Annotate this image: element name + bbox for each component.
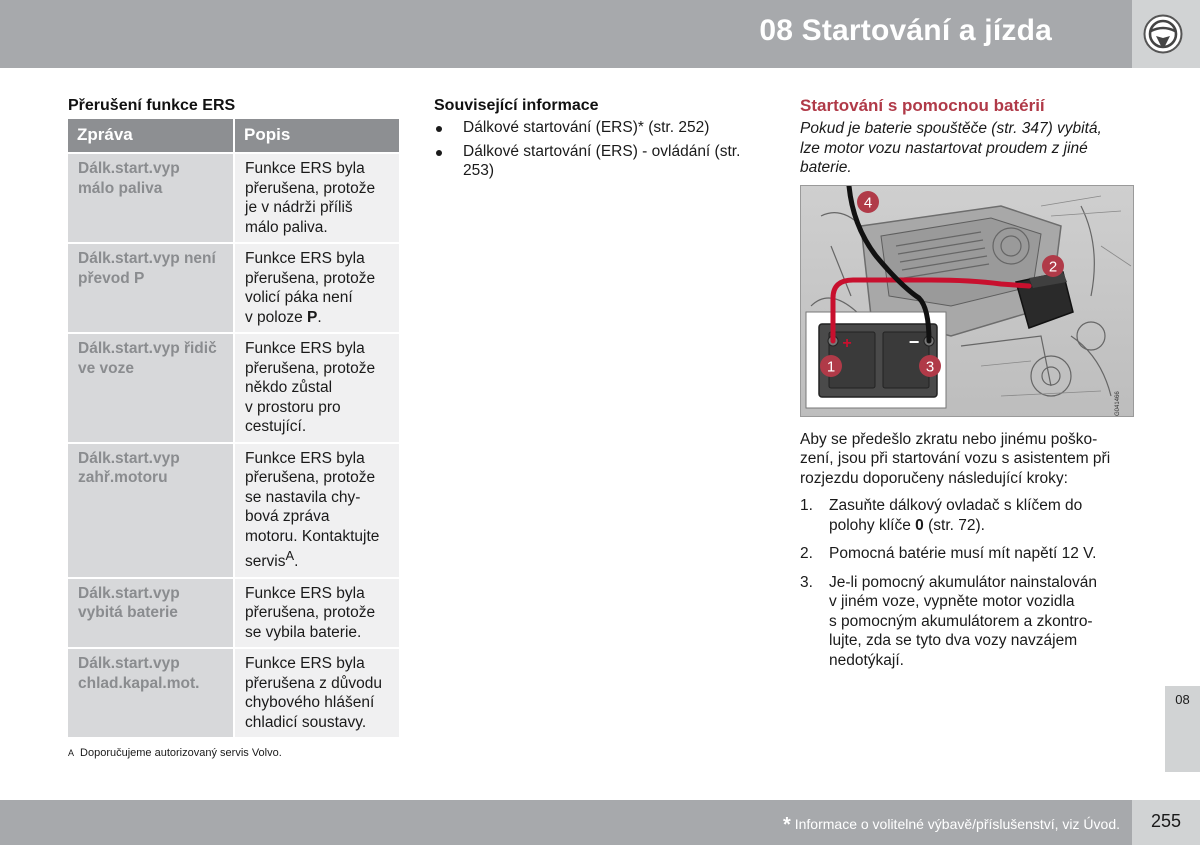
message-line: ve voze (78, 359, 135, 377)
message-line: málo paliva (78, 179, 163, 197)
related-link[interactable] (434, 142, 764, 181)
step-number: 3. (800, 573, 813, 591)
chapter-tab (1165, 686, 1200, 772)
ers-heading: Přerušení funkce ERS (68, 97, 236, 114)
page-title: 08 Startování a jízda (759, 14, 1052, 47)
table-row (68, 332, 399, 442)
description-line: málo paliva. (245, 218, 328, 236)
footer-note (783, 814, 1120, 837)
jump-start-section (800, 96, 1134, 679)
description-punct: . (294, 553, 299, 571)
description-line: volicí páka není (245, 289, 353, 306)
callout-2 (1042, 255, 1064, 277)
callout-3 (919, 355, 941, 377)
description-line: Funkce ERS byla (245, 340, 365, 357)
message-line: zahř.motoru (78, 469, 168, 486)
svg-text:4: 4 (863, 194, 873, 211)
table-row (68, 647, 399, 737)
description-line: Funkce ERS byla (245, 655, 365, 673)
description-emphasis: P (307, 308, 318, 326)
callout-4 (857, 191, 879, 213)
related-link-text: Dálkové startování (ERS)* (str. 252) (463, 119, 710, 136)
description-line: někdo zůstal (245, 379, 333, 396)
step-text: lujte, zda se tyto dva vozy navzájem (829, 632, 1078, 649)
description-line: přerušena z důvodu (245, 674, 383, 692)
description-line: Funkce ERS byla (245, 250, 365, 267)
minus-sign: − (908, 331, 920, 352)
related-link[interactable] (434, 118, 764, 138)
footnote-reference: A (285, 548, 295, 563)
message-line: Dálk.start.vyp (78, 449, 180, 467)
description-cell (235, 647, 399, 737)
message-line: převod P (78, 269, 145, 287)
message-line: Dálk.start.vyp není (78, 250, 216, 267)
description-line: chybového hlášení (245, 694, 375, 712)
description-line: přerušena, protože (245, 469, 376, 486)
svg-text:3: 3 (925, 358, 935, 375)
body-line: rozjezdu doporučeny následující kroky: (800, 469, 1068, 487)
bullet-icon (436, 126, 442, 132)
step-text: Pomocná batérie musí mít napětí 12 V. (829, 545, 1097, 562)
plus-sign: + (842, 334, 852, 352)
jump-start-heading: Startování s pomocnou batérií (800, 96, 1045, 115)
description-line: přerušena, protože (245, 179, 376, 197)
step-text: polohy klíče (829, 516, 916, 534)
svg-text:1: 1 (826, 358, 836, 375)
description-line: Funkce ERS byla (245, 584, 365, 602)
description-line: motoru. Kontaktujte (245, 527, 380, 545)
intro-line: baterie. (800, 159, 852, 176)
col-header-description: Popis (235, 119, 399, 152)
description-line: v poloze (245, 308, 308, 326)
message-line: Dálk.start.vyp (78, 584, 180, 602)
ers-section (68, 96, 400, 759)
description-line: se vybila baterie. (245, 623, 362, 641)
description-line: je v nádrži příliš (245, 199, 353, 216)
description-line: přerušena, protože (245, 359, 376, 377)
step-text: s pomocným akumulátorem a zkontro- (829, 612, 1093, 630)
jump-start-intro (800, 119, 1134, 178)
description-cell (235, 152, 399, 242)
table-row (68, 442, 399, 577)
message-cell (68, 577, 235, 648)
description-line: Funkce ERS byla (245, 449, 365, 467)
ers-table (68, 119, 399, 737)
chapter-tab-label: 08 (1175, 692, 1190, 707)
description-cell (235, 442, 399, 577)
description-line: bová zpráva (245, 508, 330, 525)
step-text: (str. 72). (923, 516, 985, 534)
related-link-text: Dálkové startování (ERS) - ovládání (str. (463, 142, 741, 160)
body-line: zení, jsou při startování vozu s asistentem při (800, 450, 1111, 467)
message-cell (68, 152, 235, 242)
svg-text:2: 2 (1048, 258, 1058, 275)
footer-star: * (782, 814, 791, 836)
jump-start-steps (800, 496, 1134, 670)
intro-line: lze motor vozu nastartovat proudem z jiné (800, 139, 1088, 157)
description-line: Funkce ERS byla (245, 160, 365, 177)
steering-wheel-icon (1143, 14, 1183, 54)
description-line: se nastavila chy- (245, 488, 361, 506)
description-line: přerušena, protože (245, 604, 376, 622)
engine-bay-illustration (800, 185, 1134, 417)
message-line: chlad.kapal.mot. (78, 674, 200, 692)
step-number: 2. (800, 545, 813, 562)
message-cell (68, 647, 235, 737)
callout-1 (820, 355, 842, 377)
step-text: Je-li pomocný akumulátor nainstalován (829, 573, 1097, 591)
message-cell (68, 332, 235, 442)
description-line: v prostoru pro (245, 398, 341, 416)
engine-bay-drawing (801, 186, 1134, 417)
bullet-icon (436, 150, 442, 156)
description-line: chladicí soustavy. (245, 713, 367, 731)
related-info-section (434, 96, 764, 185)
description-cell (235, 332, 399, 442)
step-text: Zasuňte dálkový ovladač s klíčem do (829, 497, 1083, 514)
description-punct: . (317, 308, 322, 326)
footer-bar (0, 800, 1132, 845)
step-emphasis: 0 (915, 516, 924, 534)
related-link-text: 253) (463, 162, 495, 179)
related-list (434, 118, 764, 181)
footnote-mark: A (68, 748, 75, 759)
description-line: přerušena, protože (245, 269, 376, 287)
footnote-text: Doporučujeme autorizovaný servis Volvo. (80, 747, 282, 760)
footer-note-text: Informace o volitelné výbavě/příslušenství, viz Úvod. (794, 816, 1120, 832)
step-item (800, 573, 1134, 671)
header-bar (0, 0, 1132, 68)
message-line: Dálk.start.vyp (78, 160, 180, 177)
message-line: Dálk.start.vyp řidič (78, 340, 217, 357)
step-item (800, 496, 1134, 535)
description-cell (235, 577, 399, 648)
description-line: cestující. (245, 418, 307, 435)
col-header-message: Zpráva (68, 119, 235, 152)
step-number: 1. (800, 497, 813, 514)
footnote (68, 747, 400, 759)
description-cell (235, 242, 399, 332)
step-item (800, 544, 1134, 564)
body-line: Aby se předešlo zkratu nebo jinému poško- (800, 430, 1098, 448)
message-cell (68, 442, 235, 577)
intro-line: Pokud je baterie spouštěče (str. 347) vybitá, (800, 120, 1102, 137)
page-number: 255 (1150, 811, 1182, 831)
message-line: vybitá baterie (78, 604, 178, 622)
message-cell (68, 242, 235, 332)
description-line: servis (245, 553, 286, 571)
table-row (68, 152, 399, 242)
step-text: nedotýkají. (829, 651, 904, 669)
page-number-box (1132, 800, 1200, 845)
table-row (68, 577, 399, 648)
related-info-heading: Související informace (434, 97, 599, 114)
step-text: v jiném voze, vypněte motor vozidla (829, 593, 1075, 610)
table-row (68, 242, 399, 332)
figure-code: G041466 (1115, 390, 1121, 416)
message-line: Dálk.start.vyp (78, 655, 180, 673)
jump-start-body (800, 430, 1134, 489)
